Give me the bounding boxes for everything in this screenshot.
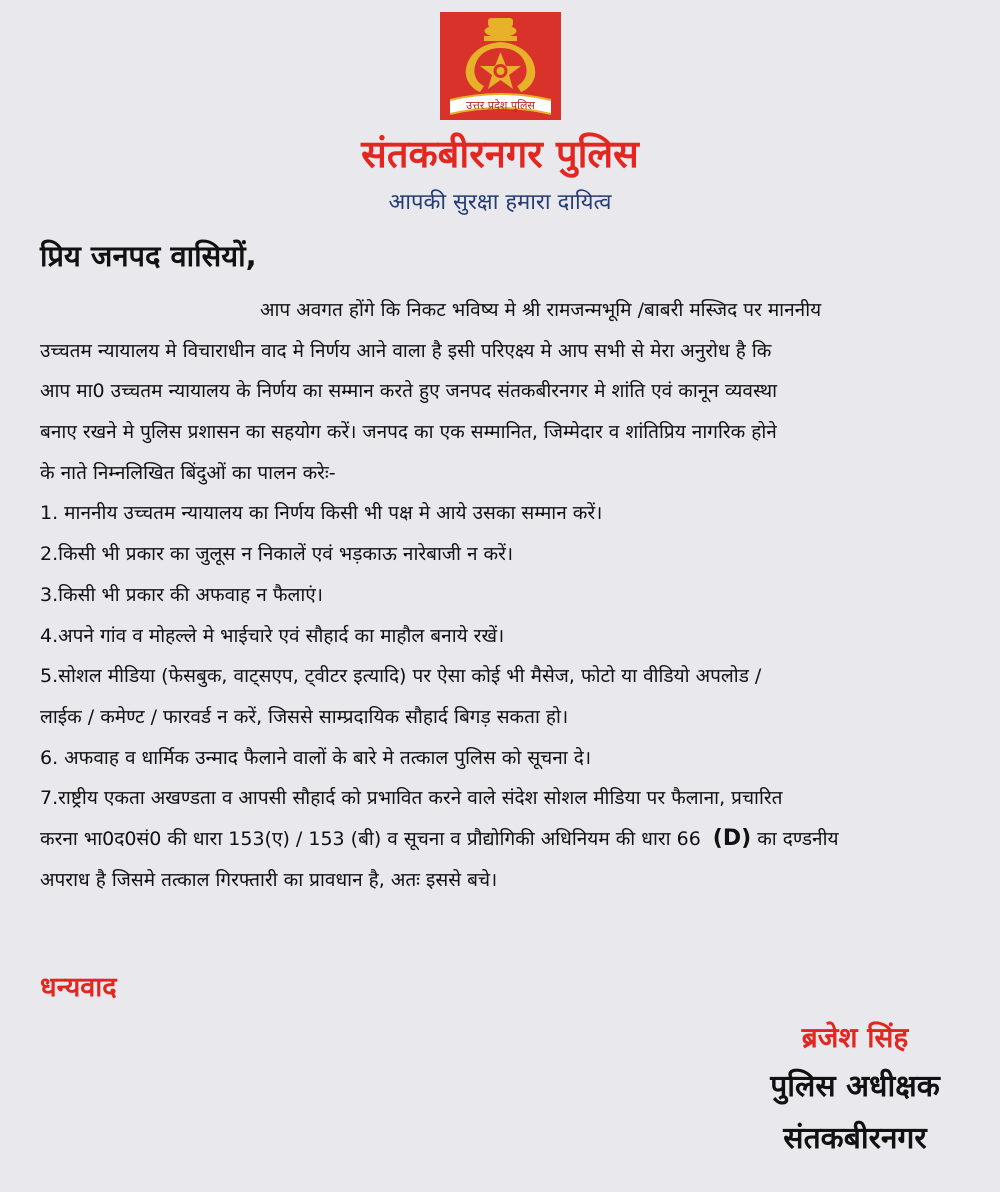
point7-line2-text: करना भा0द0सं0 की धारा 153(ए) / 153 (बी) व सूचना व प्रौद्योगिकी अधिनियम की धारा 66: [40, 827, 701, 850]
up-police-logo: [440, 12, 561, 120]
signatory-district: संतकबीरनगर: [783, 1121, 927, 1156]
intro-line: बनाए रखने मे पुलिस प्रशासन का सहयोग करें। जनपद का एक सम्मानित, जिम्मेदार व शांतिप्रिय नागरिक होने: [40, 421, 777, 444]
point-item: 5.सोशल मीडिया (फेसबुक, वाट्सएप, ट्वीटर इत्यादि) पर ऐसा कोई भी मैसेज, फोटो या वीडियो अपलोड /: [40, 665, 762, 688]
signatory-name: ब्रजेश सिंह: [801, 1021, 909, 1054]
signatory-designation: पुलिस अधीक्षक: [770, 1069, 940, 1104]
letter-body: [40, 290, 965, 900]
point-item: लाईक / कमेण्ट / फारवर्ड न करें, जिससे साम्प्रदायिक सौहार्द बिगड़ सकता हो।: [40, 705, 569, 728]
intro-line: उच्चतम न्यायालय मे विचाराधीन वाद मे निर्णय आने वाला है इसी परिएक्ष्य मे आप सभी से मेरा अनुरोध है कि: [40, 339, 772, 362]
page-tagline: आपकी सुरक्षा हमारा दायित्व: [388, 190, 612, 215]
page-title: संतकबीरनगर पुलिस: [361, 132, 639, 176]
point-item: 2.किसी भी प्रकार का जुलूस न निकालें एवं भड़काऊ नारेबाजी न करें।: [40, 543, 514, 566]
point-item: 4.अपने गांव व मोहल्ले मे भाईचारे एवं सौहार्द का माहौल बनाये रखें।: [40, 624, 505, 647]
point-item: 1. माननीय उच्चतम न्यायालय का निर्णय किसी भी पक्ष मे आये उसका सम्मान करें।: [40, 502, 603, 525]
point-item: 6. अफवाह व धार्मिक उन्माद फैलाने वालों के बारे मे तत्काल पुलिस को सूचना दे।: [40, 746, 592, 769]
thanks-text: धन्यवाद: [40, 972, 117, 1003]
salutation: प्रिय जनपद वासियों,: [40, 239, 257, 273]
signature-block: [750, 1015, 960, 1165]
point7-emphasis: (D): [712, 825, 752, 851]
intro-line: आप मा0 उच्चतम न्यायालय के निर्णय का सम्मान करते हुए जनपद संतकबीरनगर मे शांति एवं कानून व्यवस्था: [40, 380, 778, 403]
point-item: 3.किसी भी प्रकार की अफवाह न फैलाएं।: [40, 583, 323, 606]
point-item-continuation: अपराध है जिसमे तत्काल गिरफ्तारी का प्रावधान है, अतः इससे बचे।: [40, 868, 498, 891]
point-item: 7.राष्ट्रीय एकता अखण्डता व आपसी सौहार्द को प्रभावित करने वाले संदेश सोशल मीडिया पर फैलाना, प्रचारित: [40, 787, 783, 810]
point7-line2-end: का दण्डनीय: [751, 827, 839, 850]
logo-caption: उत्तर प्रदेश पुलिस: [466, 99, 535, 112]
point-item-continuation: [40, 819, 965, 860]
intro-line: के नाते निम्नलिखित बिंदुओं का पालन करेः-: [40, 461, 336, 484]
police-emblem-icon: [440, 12, 561, 120]
intro-line: आप अवगत होंगे कि निकट भविष्य मे श्री रामजन्मभूमि /बाबरी मस्जिद पर माननीय: [260, 299, 822, 321]
